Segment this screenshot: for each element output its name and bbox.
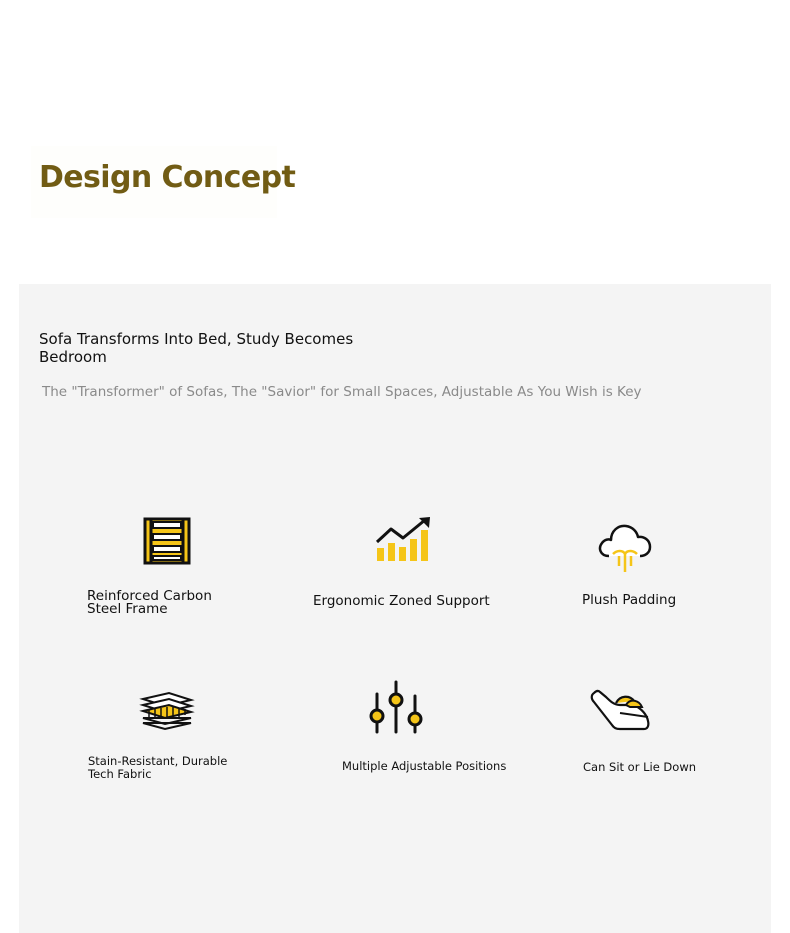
panel-subtitle: Sofa Transforms Into Bed, Study Becomes Bedroom (39, 330, 354, 366)
feature-frame-label-line2: Steel Frame (87, 601, 168, 617)
feature-fabric-label-line2: Tech Fabric (88, 767, 152, 781)
feature-frame-label-line1: Reinforced Carbon (87, 588, 212, 604)
feature-adjustable-label: Multiple Adjustable Positions (342, 759, 507, 773)
ladder-frame-icon (143, 517, 191, 565)
recliner-icon (590, 687, 650, 731)
fabric-layers-icon (139, 691, 193, 731)
trending-up-chart-icon (375, 516, 431, 562)
feature-padding-label: Plush Padding (582, 592, 677, 608)
feature-panel (19, 284, 771, 933)
page-title: Design Concept (39, 160, 296, 195)
cloud-icon (597, 522, 653, 574)
feature-fabric-label-line1: Stain-Resistant, Durable (88, 754, 228, 768)
feature-recline-label: Can Sit or Lie Down (583, 760, 697, 774)
adjustment-sliders-icon (367, 680, 425, 734)
panel-tagline: The "Transformer" of Sofas, The "Savior" for Small Spaces, Adjustable As You Wish is Key (42, 384, 642, 400)
feature-ergonomic-label: Ergonomic Zoned Support (313, 593, 490, 609)
